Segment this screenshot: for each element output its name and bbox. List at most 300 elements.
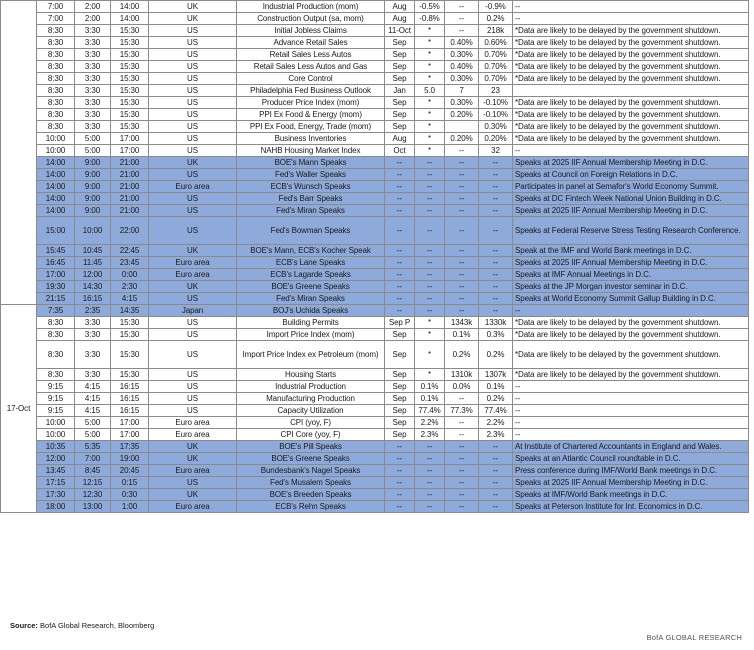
table-row [1, 73, 749, 85]
estimate-cell: -- [445, 145, 479, 157]
comment-cell: -- [513, 13, 749, 25]
period-cell: Sep [385, 393, 415, 405]
region-cell: Euro area [149, 181, 237, 193]
event-name-cell: ECB's Rehn Speaks [237, 501, 385, 513]
event-name-cell: BOE's Greene Speaks [237, 453, 385, 465]
comment-cell: Participates in panel at Semafor's World Economy Summit. [513, 181, 749, 193]
local-time-cell: 15:30 [111, 121, 149, 133]
local-time-cell: 16:15 [111, 381, 149, 393]
event-name-cell: Fed's Bowman Speaks [237, 217, 385, 245]
event-name-cell: BOJ's Uchida Speaks [237, 305, 385, 317]
estimate-cell: 0.30% [445, 97, 479, 109]
local-time-cell: 15:30 [111, 329, 149, 341]
region-cell: UK [149, 453, 237, 465]
prior-cell: 0.3% [479, 329, 513, 341]
estimate-cell: -- [445, 245, 479, 257]
prior-cell: 2.3% [479, 429, 513, 441]
source-text: BofA Global Research, Bloomberg [37, 621, 155, 630]
survey-cell: * [415, 61, 445, 73]
comment-cell: -- [513, 305, 749, 317]
prior-cell: 0.70% [479, 49, 513, 61]
et-time-cell: 10:00 [75, 217, 111, 245]
survey-cell: * [415, 329, 445, 341]
estimate-cell: -- [445, 181, 479, 193]
event-name-cell: BOE's Mann Speaks [237, 157, 385, 169]
prior-cell: -- [479, 217, 513, 245]
event-name-cell: Capacity Utilization [237, 405, 385, 417]
survey-cell: 0.1% [415, 381, 445, 393]
prior-cell: 0.2% [479, 13, 513, 25]
et-time-cell: 9:00 [75, 205, 111, 217]
estimate-cell: -- [445, 417, 479, 429]
region-cell: US [149, 97, 237, 109]
prior-cell: -- [479, 293, 513, 305]
period-cell: Sep [385, 417, 415, 429]
et-time-cell: 12:00 [75, 269, 111, 281]
comment-cell: Speaks at Council on Foreign Relations in D.C. [513, 169, 749, 181]
event-name-cell: Import Price Index ex Petroleum (mom) [237, 341, 385, 369]
table-row [1, 193, 749, 205]
period-cell: Aug [385, 1, 415, 13]
period-cell: Sep [385, 381, 415, 393]
prior-cell: 0.2% [479, 393, 513, 405]
et-time-cell: 10:45 [75, 245, 111, 257]
estimate-cell: -- [445, 441, 479, 453]
region-cell: US [149, 85, 237, 97]
local-time-cell: 1:00 [111, 501, 149, 513]
period-cell: Jan [385, 85, 415, 97]
estimate-cell: -- [445, 257, 479, 269]
event-name-cell: ECB's Lane Speaks [237, 257, 385, 269]
survey-cell: * [415, 145, 445, 157]
event-name-cell: Bundesbank's Nagel Speaks [237, 465, 385, 477]
local-time-cell: 17:00 [111, 429, 149, 441]
prior-cell: 0.70% [479, 73, 513, 85]
local-time-cell: 14:00 [111, 13, 149, 25]
estimate-cell: 0.40% [445, 61, 479, 73]
gmt-time-cell: 17:30 [37, 489, 75, 501]
survey-cell: 5.0 [415, 85, 445, 97]
survey-cell: * [415, 133, 445, 145]
survey-cell: -0.8% [415, 13, 445, 25]
region-cell: US [149, 393, 237, 405]
period-cell: -- [385, 193, 415, 205]
survey-cell: * [415, 25, 445, 37]
table-row [1, 489, 749, 501]
gmt-time-cell: 18:00 [37, 501, 75, 513]
estimate-cell: 0.2% [445, 341, 479, 369]
local-time-cell: 15:30 [111, 49, 149, 61]
gmt-time-cell: 8:30 [37, 25, 75, 37]
survey-cell: -- [415, 205, 445, 217]
region-cell: US [149, 341, 237, 369]
table-row [1, 429, 749, 441]
period-cell: -- [385, 257, 415, 269]
et-time-cell: 9:00 [75, 157, 111, 169]
table-row [1, 293, 749, 305]
survey-cell: -- [415, 477, 445, 489]
event-name-cell: BOE's Greene Speaks [237, 281, 385, 293]
estimate-cell: -- [445, 281, 479, 293]
table-row [1, 169, 749, 181]
estimate-cell: -- [445, 157, 479, 169]
table-row [1, 317, 749, 329]
period-cell: -- [385, 157, 415, 169]
estimate-cell: 0.30% [445, 49, 479, 61]
period-cell: Sep [385, 61, 415, 73]
local-time-cell: 14:35 [111, 305, 149, 317]
local-time-cell: 15:30 [111, 25, 149, 37]
gmt-time-cell: 9:15 [37, 381, 75, 393]
et-time-cell: 12:30 [75, 489, 111, 501]
survey-cell: -- [415, 441, 445, 453]
region-cell: UK [149, 157, 237, 169]
region-cell: Japan [149, 305, 237, 317]
prior-cell: -- [479, 169, 513, 181]
comment-cell: *Data are likely to be delayed by the government shutdown. [513, 341, 749, 369]
gmt-time-cell: 14:00 [37, 157, 75, 169]
period-cell: Aug [385, 13, 415, 25]
gmt-time-cell: 17:00 [37, 269, 75, 281]
prior-cell: -- [479, 501, 513, 513]
period-cell: -- [385, 501, 415, 513]
comment-cell: Speaks at World Economy Summit Gallup Building in D.C. [513, 293, 749, 305]
gmt-time-cell: 8:30 [37, 85, 75, 97]
survey-cell: -- [415, 181, 445, 193]
estimate-cell: 0.20% [445, 109, 479, 121]
region-cell: US [149, 37, 237, 49]
gmt-time-cell: 14:00 [37, 169, 75, 181]
gmt-time-cell: 8:30 [37, 341, 75, 369]
gmt-time-cell: 7:35 [37, 305, 75, 317]
survey-cell: -- [415, 489, 445, 501]
et-time-cell: 3:30 [75, 329, 111, 341]
gmt-time-cell: 21:15 [37, 293, 75, 305]
local-time-cell: 15:30 [111, 109, 149, 121]
gmt-time-cell: 16:45 [37, 257, 75, 269]
survey-cell: 2.2% [415, 417, 445, 429]
local-time-cell: 14:00 [111, 1, 149, 13]
event-name-cell: Fed's Miran Speaks [237, 205, 385, 217]
et-time-cell: 2:00 [75, 13, 111, 25]
comment-cell: -- [513, 1, 749, 13]
survey-cell: * [415, 73, 445, 85]
region-cell: Euro area [149, 501, 237, 513]
event-name-cell: Fed's Waller Speaks [237, 169, 385, 181]
comment-cell: Speaks at DC Fintech Week National Union Building in D.C. [513, 193, 749, 205]
table-row [1, 97, 749, 109]
comment-cell: *Data are likely to be delayed by the government shutdown. [513, 97, 749, 109]
et-time-cell: 11:45 [75, 257, 111, 269]
region-cell: UK [149, 281, 237, 293]
prior-cell: 77.4% [479, 405, 513, 417]
table-row [1, 245, 749, 257]
prior-cell: -0.10% [479, 97, 513, 109]
local-time-cell: 16:15 [111, 405, 149, 417]
table-row [1, 441, 749, 453]
region-cell: UK [149, 1, 237, 13]
local-time-cell: 17:00 [111, 145, 149, 157]
prior-cell: 0.1% [479, 381, 513, 393]
comment-cell: -- [513, 417, 749, 429]
estimate-cell: -- [445, 169, 479, 181]
local-time-cell: 0:15 [111, 477, 149, 489]
local-time-cell: 17:35 [111, 441, 149, 453]
et-time-cell: 3:30 [75, 73, 111, 85]
comment-cell: -- [513, 429, 749, 441]
region-cell: UK [149, 245, 237, 257]
et-time-cell: 3:30 [75, 317, 111, 329]
local-time-cell: 21:00 [111, 193, 149, 205]
brand-footer: BofA GLOBAL RESEARCH [646, 633, 742, 642]
source-label: Source: [10, 621, 38, 630]
region-cell: Euro area [149, 429, 237, 441]
gmt-time-cell: 9:15 [37, 405, 75, 417]
table-row [1, 217, 749, 245]
region-cell: US [149, 477, 237, 489]
et-time-cell: 3:30 [75, 49, 111, 61]
et-time-cell: 3:30 [75, 85, 111, 97]
period-cell: -- [385, 293, 415, 305]
prior-cell: 0.2% [479, 341, 513, 369]
local-time-cell: 22:00 [111, 217, 149, 245]
local-time-cell: 2:30 [111, 281, 149, 293]
et-time-cell: 8:45 [75, 465, 111, 477]
event-name-cell: Industrial Production (mom) [237, 1, 385, 13]
local-time-cell: 22:45 [111, 245, 149, 257]
comment-cell: *Data are likely to be delayed by the government shutdown. [513, 37, 749, 49]
et-time-cell: 2:35 [75, 305, 111, 317]
gmt-time-cell: 8:30 [37, 49, 75, 61]
survey-cell: 77.4% [415, 405, 445, 417]
region-cell: UK [149, 489, 237, 501]
table-row [1, 381, 749, 393]
estimate-cell: 77.3% [445, 405, 479, 417]
region-cell: US [149, 145, 237, 157]
survey-cell: 0.1% [415, 393, 445, 405]
comment-cell: Speaks at IMF/World Bank meetings in D.C. [513, 489, 749, 501]
prior-cell: -- [479, 305, 513, 317]
local-time-cell: 21:00 [111, 169, 149, 181]
estimate-cell: -- [445, 1, 479, 13]
region-cell: Euro area [149, 465, 237, 477]
gmt-time-cell: 13:45 [37, 465, 75, 477]
table-row [1, 181, 749, 193]
comment-cell: *Data are likely to be delayed by the government shutdown. [513, 133, 749, 145]
prior-cell: 1330k [479, 317, 513, 329]
table-row [1, 329, 749, 341]
table-row [1, 405, 749, 417]
local-time-cell: 15:30 [111, 37, 149, 49]
event-name-cell: NAHB Housing Market Index [237, 145, 385, 157]
period-cell: -- [385, 169, 415, 181]
survey-cell: * [415, 341, 445, 369]
et-time-cell: 3:30 [75, 121, 111, 133]
survey-cell: * [415, 317, 445, 329]
estimate-cell: 7 [445, 85, 479, 97]
et-time-cell: 9:00 [75, 193, 111, 205]
period-cell: Sep [385, 37, 415, 49]
prior-cell: 2.2% [479, 417, 513, 429]
survey-cell: -- [415, 157, 445, 169]
gmt-time-cell: 8:30 [37, 97, 75, 109]
et-time-cell: 4:15 [75, 405, 111, 417]
comment-cell: -- [513, 381, 749, 393]
estimate-cell: 0.20% [445, 133, 479, 145]
et-time-cell: 16:15 [75, 293, 111, 305]
estimate-cell: -- [445, 269, 479, 281]
table-row [1, 257, 749, 269]
table-row [1, 501, 749, 513]
prior-cell: -- [479, 205, 513, 217]
estimate-cell: -- [445, 453, 479, 465]
gmt-time-cell: 14:00 [37, 205, 75, 217]
event-name-cell: BOE's Breeden Speaks [237, 489, 385, 501]
comment-cell: -- [513, 145, 749, 157]
prior-cell: -- [479, 453, 513, 465]
period-cell: Sep [385, 109, 415, 121]
table-row [1, 281, 749, 293]
table-row [1, 49, 749, 61]
region-cell: UK [149, 13, 237, 25]
estimate-cell: -- [445, 393, 479, 405]
gmt-time-cell: 8:30 [37, 109, 75, 121]
gmt-time-cell: 8:30 [37, 121, 75, 133]
survey-cell: -- [415, 293, 445, 305]
table-row [1, 205, 749, 217]
event-name-cell: PPI Ex Food, Energy, Trade (mom) [237, 121, 385, 133]
gmt-time-cell: 14:00 [37, 193, 75, 205]
estimate-cell: 0.0% [445, 381, 479, 393]
prior-cell: 0.30% [479, 121, 513, 133]
et-time-cell: 3:30 [75, 61, 111, 73]
event-name-cell: Fed's Barr Speaks [237, 193, 385, 205]
region-cell: US [149, 61, 237, 73]
et-time-cell: 13:00 [75, 501, 111, 513]
gmt-time-cell: 19:30 [37, 281, 75, 293]
comment-cell: -- [513, 393, 749, 405]
survey-cell: -- [415, 453, 445, 465]
et-time-cell: 9:00 [75, 181, 111, 193]
period-cell: Sep P [385, 317, 415, 329]
local-time-cell: 17:00 [111, 417, 149, 429]
table-row [1, 145, 749, 157]
comment-cell: *Data are likely to be delayed by the government shutdown. [513, 49, 749, 61]
prior-cell: -0.9% [479, 1, 513, 13]
region-cell: US [149, 293, 237, 305]
gmt-time-cell: 15:00 [37, 217, 75, 245]
prior-cell: 0.20% [479, 133, 513, 145]
local-time-cell: 15:30 [111, 85, 149, 97]
et-time-cell: 4:15 [75, 393, 111, 405]
region-cell: US [149, 381, 237, 393]
estimate-cell: 1343k [445, 317, 479, 329]
prior-cell: 1307k [479, 369, 513, 381]
period-cell: Sep [385, 73, 415, 85]
local-time-cell: 19:00 [111, 453, 149, 465]
period-cell: -- [385, 305, 415, 317]
event-name-cell: Construction Output (sa, mom) [237, 13, 385, 25]
calendar-body [1, 1, 749, 513]
prior-cell: 218k [479, 25, 513, 37]
period-cell: -- [385, 181, 415, 193]
et-time-cell: 3:30 [75, 109, 111, 121]
table-row [1, 393, 749, 405]
table-row [1, 61, 749, 73]
gmt-time-cell: 15:45 [37, 245, 75, 257]
local-time-cell: 15:30 [111, 73, 149, 85]
et-time-cell: 4:15 [75, 381, 111, 393]
prior-cell: -- [479, 181, 513, 193]
prior-cell: -- [479, 245, 513, 257]
comment-cell: Speaks at 2025 IIF Annual Membership Meeting in D.C. [513, 205, 749, 217]
survey-cell: * [415, 369, 445, 381]
gmt-time-cell: 8:30 [37, 329, 75, 341]
table-row [1, 37, 749, 49]
comment-cell: Speaks at Peterson Institute for Int. Economics in D.C. [513, 501, 749, 513]
period-cell: 11-Oct [385, 25, 415, 37]
estimate-cell: 0.30% [445, 73, 479, 85]
comment-cell: Speaks at the JP Morgan investor seminar in D.C. [513, 281, 749, 293]
table-row [1, 465, 749, 477]
prior-cell: -- [479, 477, 513, 489]
event-name-cell: Import Price Index (mom) [237, 329, 385, 341]
period-cell: -- [385, 205, 415, 217]
comment-cell [513, 85, 749, 97]
comment-cell: *Data are likely to be delayed by the government shutdown. [513, 109, 749, 121]
et-time-cell: 12:15 [75, 477, 111, 489]
survey-cell: -- [415, 465, 445, 477]
table-row [1, 417, 749, 429]
survey-cell: * [415, 109, 445, 121]
prior-cell: 32 [479, 145, 513, 157]
event-name-cell: Business Inventories [237, 133, 385, 145]
comment-cell: *Data are likely to be delayed by the government shutdown. [513, 73, 749, 85]
period-cell: Sep [385, 369, 415, 381]
period-cell: Sep [385, 429, 415, 441]
region-cell: UK [149, 441, 237, 453]
region-cell: US [149, 121, 237, 133]
event-name-cell: BOE's Pill Speaks [237, 441, 385, 453]
comment-cell: *Data are likely to be delayed by the government shutdown. [513, 369, 749, 381]
survey-cell: -- [415, 169, 445, 181]
period-cell: Sep [385, 329, 415, 341]
period-cell: -- [385, 281, 415, 293]
estimate-cell: -- [445, 205, 479, 217]
et-time-cell: 5:00 [75, 145, 111, 157]
event-name-cell: PPI Ex Food & Energy (mom) [237, 109, 385, 121]
gmt-time-cell: 10:35 [37, 441, 75, 453]
estimate-cell: -- [445, 501, 479, 513]
comment-cell: At Institute of Chartered Accountants in England and Wales. [513, 441, 749, 453]
event-name-cell: Philadelphia Fed Business Outlook [237, 85, 385, 97]
comment-cell: *Data are likely to be delayed by the government shutdown. [513, 61, 749, 73]
et-time-cell: 2:00 [75, 1, 111, 13]
prior-cell: -- [479, 269, 513, 281]
estimate-cell: -- [445, 429, 479, 441]
estimate-cell: 0.40% [445, 37, 479, 49]
table-row [1, 1, 749, 13]
period-cell: -- [385, 489, 415, 501]
gmt-time-cell: 7:00 [37, 1, 75, 13]
et-time-cell: 5:35 [75, 441, 111, 453]
prior-cell: -- [479, 193, 513, 205]
period-cell: Sep [385, 341, 415, 369]
estimate-cell: -- [445, 217, 479, 245]
et-time-cell: 9:00 [75, 169, 111, 181]
comment-cell: -- [513, 405, 749, 417]
region-cell: Euro area [149, 417, 237, 429]
